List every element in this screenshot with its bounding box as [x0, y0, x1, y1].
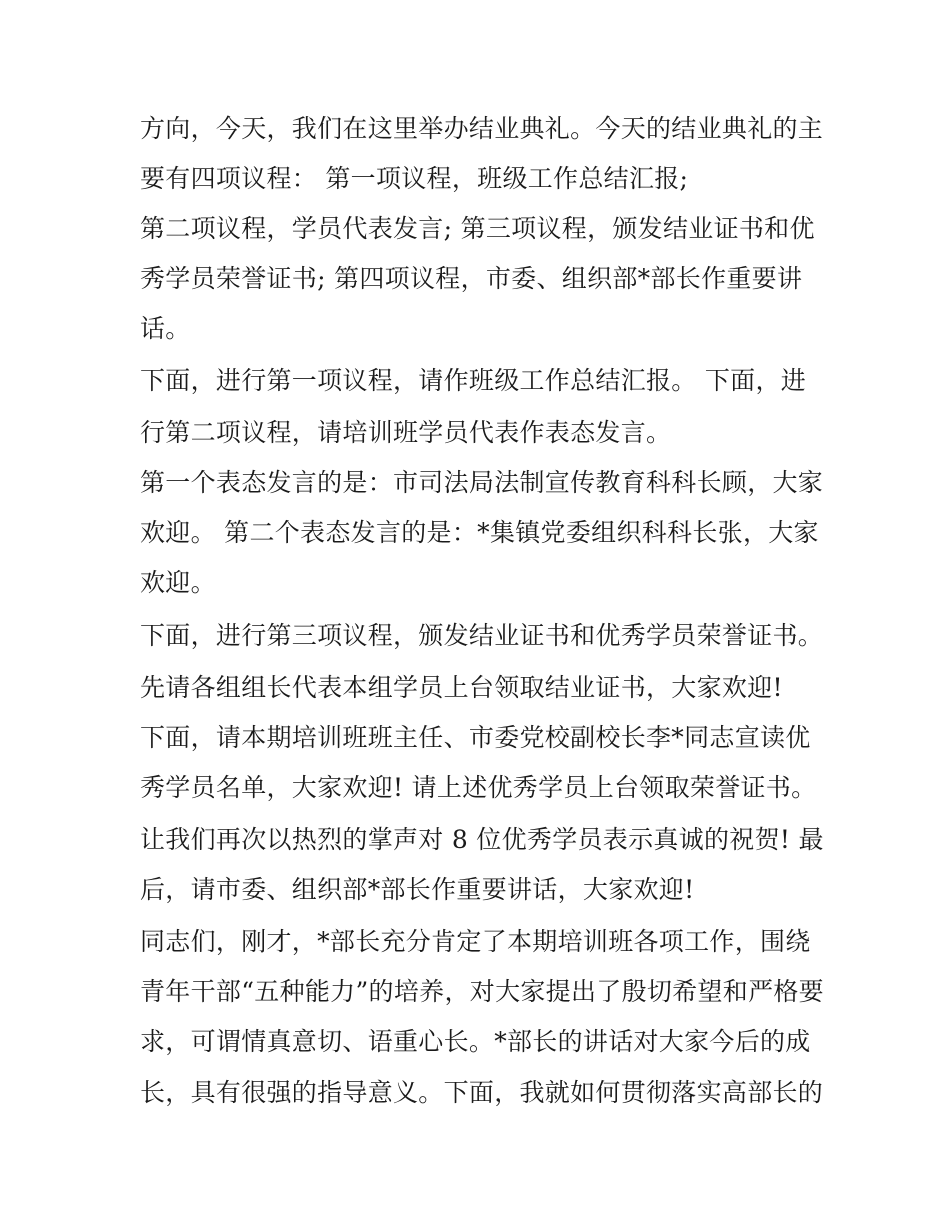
- text-line: 行第二项议程，请培训班学员代表作表态发言。: [140, 418, 672, 447]
- text-line: 同志们，刚才，*部长充分肯定了本期培训班各项工作，围绕: [140, 927, 811, 956]
- text-line: 话。: [140, 314, 191, 343]
- text-line: 先请各组组长代表本组学员上台领取结业证书，大家欢迎!: [140, 673, 783, 702]
- text-line: 要有四项议程： 第一项议程，班级工作总结汇报;: [140, 164, 689, 193]
- text-line: 第二项议程，学员代表发言; 第三项议程，颁发结业证书和优: [140, 214, 815, 243]
- text-line: 下面，进行第三项议程，颁发结业证书和优秀学员荣誉证书。: [140, 621, 824, 650]
- text-line: 秀学员名单，大家欢迎! 请上述优秀学员上台领取荣誉证书。: [140, 773, 817, 802]
- text-line: 欢迎。 第二个表态发言的是：*集镇党委组织科科长张，大家: [140, 518, 819, 547]
- text-line: 长，具有很强的指导意义。下面，我就如何贯彻落实高部长的: [140, 1078, 824, 1107]
- text-line: 让我们再次以热烈的掌声对 8 位优秀学员表示真诚的祝贺! 最: [140, 825, 824, 854]
- text-line: 下面，进行第一项议程，请作班级工作总结汇报。 下面，进: [140, 366, 807, 395]
- text-line: 第一个表态发言的是：市司法局法制宣传教育科科长顾，大家: [140, 468, 824, 497]
- text-line: 欢迎。: [140, 568, 216, 597]
- text-line: 求，可谓情真意切、语重心长。*部长的讲话对大家今后的成: [140, 1027, 811, 1056]
- text-line: 下面，请本期培训班班主任、市委党校副校长李*同志宣读优: [140, 723, 811, 752]
- text-line: 秀学员荣誉证书; 第四项议程，市委、组织部*部长作重要讲: [140, 264, 803, 293]
- text-line: 青年干部“五种能力”的培养，对大家提出了殷切希望和严格要: [140, 977, 824, 1006]
- text-line: 后，请市委、组织部*部长作重要讲话，大家欢迎!: [140, 875, 695, 904]
- text-line: 方向，今天，我们在这里举办结业典礼。今天的结业典礼的主: [140, 114, 824, 143]
